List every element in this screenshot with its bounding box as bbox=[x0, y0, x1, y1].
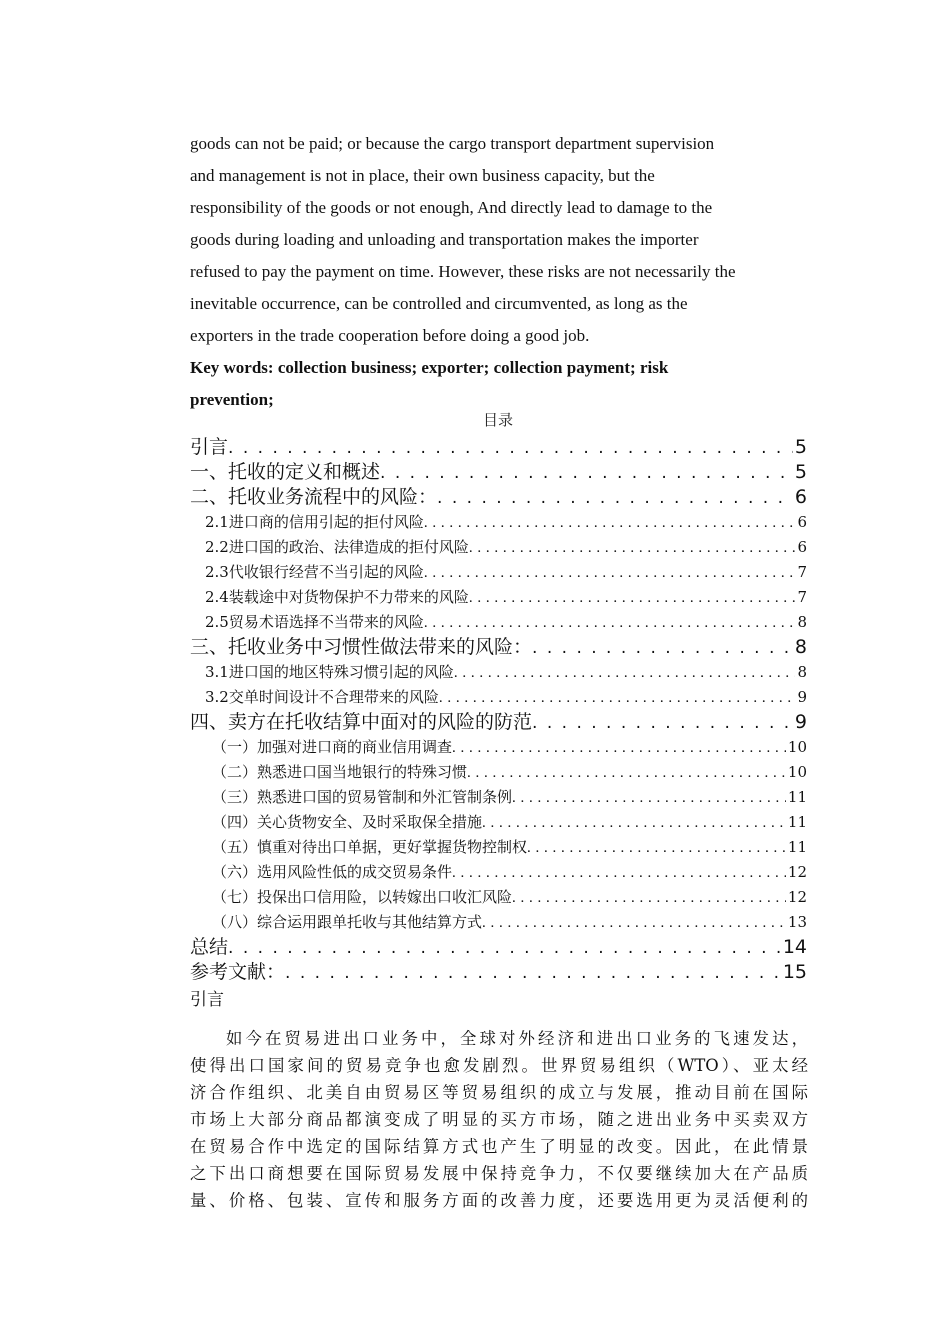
toc-entry[interactable] bbox=[190, 610, 807, 635]
toc-entry[interactable] bbox=[190, 760, 807, 785]
toc-entry[interactable] bbox=[190, 660, 807, 685]
toc-page-number: 6 bbox=[797, 538, 807, 556]
toc-leader bbox=[228, 436, 793, 460]
toc-page-number: 14 bbox=[782, 936, 807, 958]
toc-leader bbox=[452, 861, 786, 885]
toc-leader bbox=[532, 711, 793, 735]
toc-entry-label: 3.1进口国的地区特殊习惯引起的风险 bbox=[205, 663, 454, 681]
toc-leader bbox=[439, 686, 796, 710]
toc-leader bbox=[228, 936, 781, 960]
toc-entry-label: 引言 bbox=[190, 436, 229, 458]
toc-entry-label: 加强对进口商的商业信用调查 bbox=[257, 738, 453, 756]
toc-page-number: 11 bbox=[787, 813, 807, 831]
table-of-contents bbox=[190, 435, 807, 985]
toc-page-number: 9 bbox=[797, 688, 807, 706]
toc-leader bbox=[424, 511, 796, 535]
toc-leader bbox=[380, 461, 793, 485]
body-line: 之下出口商想要在国际贸易发展中保持竞争力，不仅要继续加大在产品质 bbox=[190, 1164, 808, 1183]
toc-entry[interactable] bbox=[190, 735, 807, 760]
toc-entry-label: 一、托收的定义和概述 bbox=[190, 461, 381, 483]
toc-entry-label: 2.3代收银行经营不当引起的风险 bbox=[205, 563, 424, 581]
toc-entry[interactable] bbox=[190, 885, 807, 910]
toc-page-number: 10 bbox=[787, 763, 807, 781]
toc-entry[interactable] bbox=[190, 810, 807, 835]
toc-page-number: 8 bbox=[797, 663, 807, 681]
toc-leader bbox=[512, 886, 786, 910]
toc-entry-label: 二、托收业务流程中的风险： bbox=[190, 486, 438, 508]
toc-page-number: 7 bbox=[797, 563, 807, 581]
toc-page-number: 5 bbox=[794, 461, 807, 483]
keywords-line: prevention; bbox=[190, 390, 274, 409]
toc-leader bbox=[467, 761, 786, 785]
toc-page-number: 6 bbox=[794, 486, 807, 508]
toc-entry-label: 四、卖方在托收结算中面对的风险的防范 bbox=[190, 711, 533, 733]
abstract-line: responsibility of the goods or not enough, And directly lead to damage to the bbox=[190, 198, 713, 217]
toc-page-number: 8 bbox=[797, 613, 807, 631]
toc-leader bbox=[532, 636, 793, 660]
keywords-line: Key words: collection business; exporter; collection payment; risk bbox=[190, 358, 669, 377]
abstract-line: refused to pay the payment on time. However, these risks are not necessarily the bbox=[190, 262, 736, 281]
toc-page-number: 7 bbox=[797, 588, 807, 606]
intro-body bbox=[190, 1025, 808, 1214]
toc-entry-marker: （二） bbox=[212, 763, 258, 781]
body-line: 市场上大部分商品都演变成了明显的买方市场，随之进出业务中买卖双方 bbox=[190, 1110, 808, 1129]
body-line: 量、价格、包装、宣传和服务方面的改善力度，还要选用更为灵活便利的 bbox=[190, 1191, 808, 1210]
toc-title: 目录 bbox=[482, 411, 513, 429]
toc-entry[interactable] bbox=[190, 560, 807, 585]
toc-entry[interactable] bbox=[190, 785, 807, 810]
body-line: 使得出口国家间的贸易竞争也愈发剧烈。世界贸易组织（WTO）、亚太经 bbox=[190, 1056, 808, 1075]
toc-entry-marker: （七） bbox=[212, 888, 258, 906]
toc-entry-label: 2.2进口国的政治、法律造成的拒付风险 bbox=[205, 538, 469, 556]
toc-entry-label: 参考文献： bbox=[190, 961, 286, 983]
toc-leader bbox=[527, 836, 786, 860]
toc-leader bbox=[424, 611, 796, 635]
toc-entry-label: 投保出口信用险，以转嫁出口收汇风险 bbox=[257, 888, 513, 906]
abstract-line: goods can not be paid; or because the cargo transport department supervision bbox=[190, 134, 715, 153]
toc-page-number: 11 bbox=[787, 838, 807, 856]
body-line: 济合作组织、北美自由贸易区等贸易组织的成立与发展，推动目前在国际 bbox=[190, 1083, 808, 1102]
toc-page-number: 11 bbox=[787, 788, 807, 806]
toc-entry[interactable] bbox=[190, 585, 807, 610]
toc-entry[interactable] bbox=[190, 535, 807, 560]
toc-entry-marker: （八） bbox=[212, 913, 258, 931]
toc-entry-marker: （一） bbox=[212, 738, 258, 756]
toc-leader bbox=[437, 486, 793, 510]
toc-entry-label: 综合运用跟单托收与其他结算方式 bbox=[257, 913, 483, 931]
toc-entry[interactable] bbox=[190, 935, 807, 960]
toc-entry[interactable] bbox=[190, 710, 807, 735]
toc-entry-marker: （三） bbox=[212, 788, 258, 806]
toc-entry-label: 选用风险性低的成交贸易条件 bbox=[257, 863, 453, 881]
toc-entry-marker: （五） bbox=[212, 838, 258, 856]
toc-page-number: 12 bbox=[787, 888, 807, 906]
toc-leader bbox=[452, 736, 786, 760]
toc-page-number: 6 bbox=[797, 513, 807, 531]
toc-entry[interactable] bbox=[190, 510, 807, 535]
toc-leader bbox=[469, 536, 796, 560]
abstract-line: exporters in the trade cooperation before doing a good job. bbox=[190, 326, 590, 345]
toc-entry[interactable] bbox=[190, 485, 807, 510]
toc-leader bbox=[512, 786, 786, 810]
english-abstract bbox=[190, 128, 815, 352]
toc-entry[interactable] bbox=[190, 860, 807, 885]
toc-page-number: 13 bbox=[787, 913, 807, 931]
toc-entry[interactable] bbox=[190, 835, 807, 860]
abstract-line: and management is not in place, their own business capacity, but the bbox=[190, 166, 655, 185]
toc-entry-label: 三、托收业务中习惯性做法带来的风险： bbox=[190, 636, 533, 658]
toc-leader bbox=[424, 561, 796, 585]
toc-page-number: 9 bbox=[794, 711, 807, 733]
toc-entry-label: 熟悉进口国当地银行的特殊习惯 bbox=[257, 763, 468, 781]
abstract-line: goods during loading and unloading and transportation makes the importer bbox=[190, 230, 699, 249]
toc-entry-label: 关心货物安全、及时采取保全措施 bbox=[257, 813, 483, 831]
toc-entry-label: 2.4装载途中对货物保护不力带来的风险 bbox=[205, 588, 469, 606]
intro-heading: 引言 bbox=[190, 990, 224, 1010]
toc-entry-marker: （六） bbox=[212, 863, 258, 881]
body-line: 如今在贸易进出口业务中，全球对外经济和进出口业务的飞速发达， bbox=[226, 1029, 808, 1048]
toc-leader bbox=[454, 661, 796, 685]
toc-page-number: 12 bbox=[787, 863, 807, 881]
toc-entry[interactable] bbox=[190, 960, 807, 985]
toc-entry-label: 2.5贸易术语选择不当带来的风险 bbox=[205, 613, 424, 631]
toc-entry[interactable] bbox=[190, 635, 807, 660]
toc-entry[interactable] bbox=[190, 460, 807, 485]
toc-entry[interactable] bbox=[190, 910, 807, 935]
toc-entry[interactable] bbox=[190, 435, 807, 460]
toc-entry-label: 总结 bbox=[190, 936, 229, 958]
toc-leader bbox=[469, 586, 796, 610]
toc-entry-label: 2.1进口商的信用引起的拒付风险 bbox=[205, 513, 424, 531]
abstract-line: inevitable occurrence, can be controlled and circumvented, as long as the bbox=[190, 294, 688, 313]
toc-entry-label: 慎重对待出口单据，更好掌握货物控制权 bbox=[257, 838, 528, 856]
keywords bbox=[190, 352, 815, 416]
toc-entry-label: 熟悉进口国的贸易管制和外汇管制条例 bbox=[257, 788, 513, 806]
body-line: 在贸易合作中选定的国际结算方式也产生了明显的改变。因此，在此情景 bbox=[190, 1137, 808, 1156]
toc-page-number: 15 bbox=[782, 961, 807, 983]
toc-entry-marker: （四） bbox=[212, 813, 258, 831]
toc-page-number: 8 bbox=[794, 636, 807, 658]
toc-leader bbox=[285, 961, 781, 985]
toc-page-number: 10 bbox=[787, 738, 807, 756]
toc-entry[interactable] bbox=[190, 685, 807, 710]
toc-leader bbox=[482, 911, 786, 935]
toc-leader bbox=[482, 811, 786, 835]
toc-entry-label: 3.2交单时间设计不合理带来的风险 bbox=[205, 688, 439, 706]
toc-page-number: 5 bbox=[794, 436, 807, 458]
